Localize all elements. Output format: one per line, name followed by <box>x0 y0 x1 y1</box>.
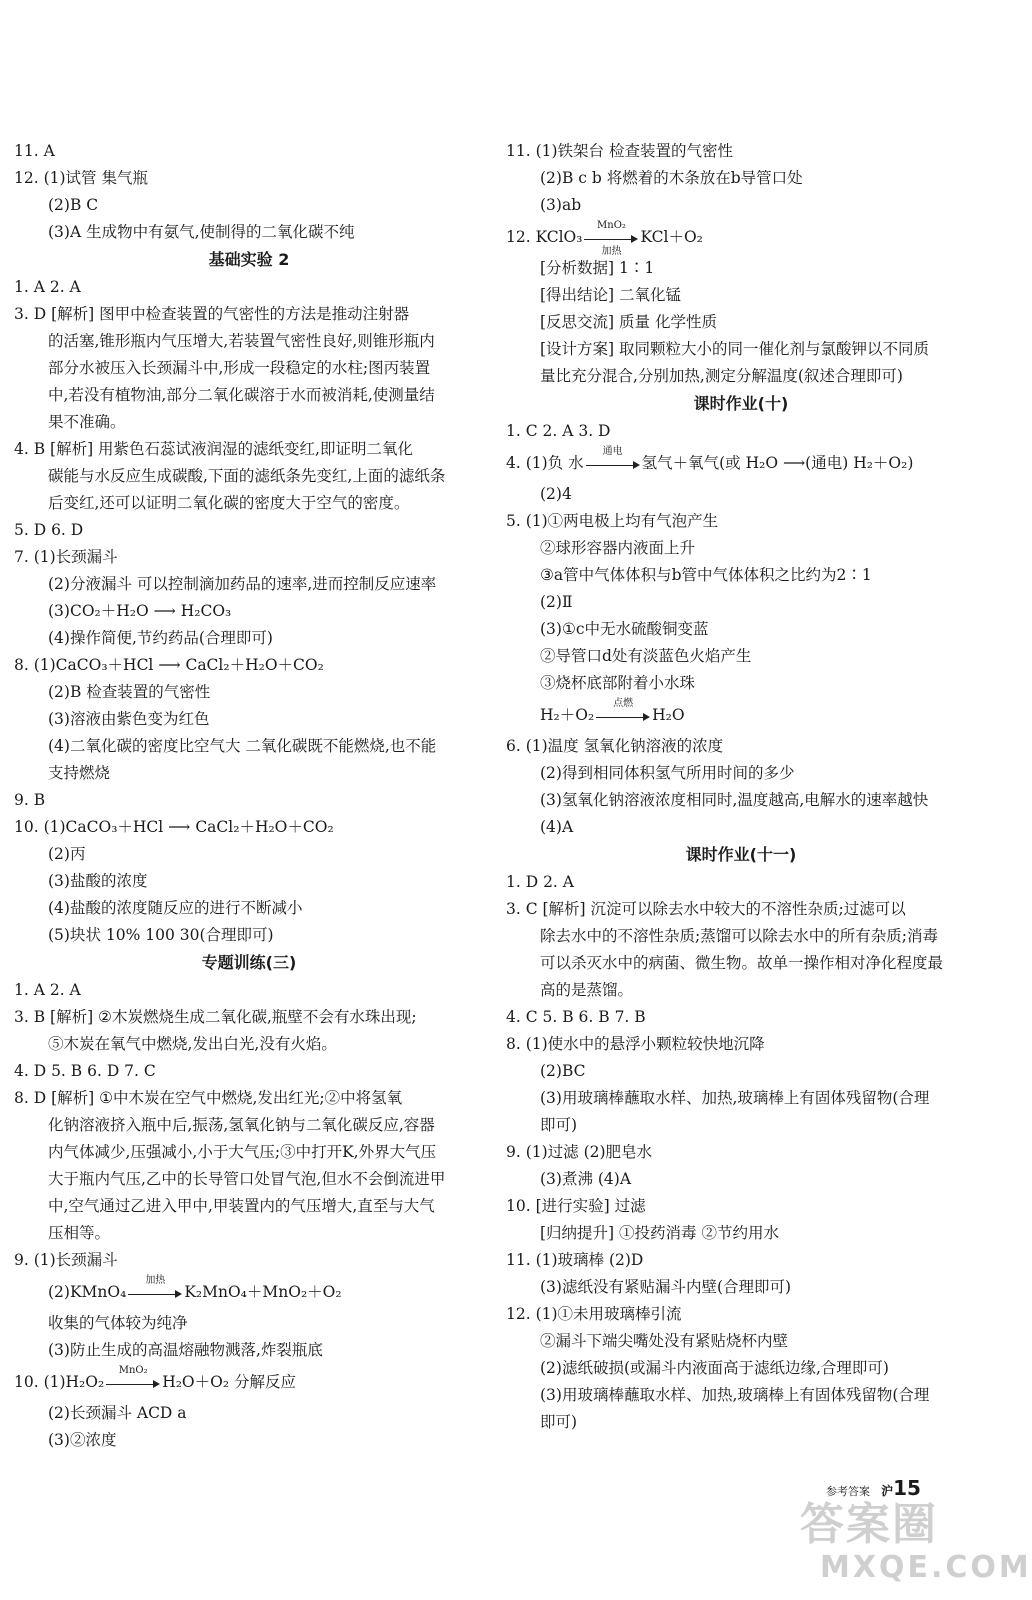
reaction-arrow <box>596 698 650 734</box>
answer-line: (3)CO₂＋H₂O ⟶ H₂CO₃ <box>48 602 232 620</box>
page-number: 15 <box>893 1476 921 1500</box>
arrow-condition-top: MnO₂ <box>597 220 626 231</box>
answer-line: 4. B [解析] 用紫色石蕊试液润湿的滤纸变红,即证明二氧化 <box>14 440 413 458</box>
answer-line: 1. D 2. A <box>506 873 574 891</box>
answer-line: 部分水被压入长颈漏斗中,形成一段稳定的水柱;图丙装置 <box>48 359 431 377</box>
answer-line: [设计方案] 取同颗粒大小的同一催化剂与氯酸钾以不同质 <box>540 340 930 358</box>
answer-line: 12. (1)①未用玻璃棒引流 <box>506 1305 682 1323</box>
answer-line: [反思交流] 质量 化学性质 <box>540 313 717 331</box>
equation-products: KCl＋O₂ <box>640 228 703 246</box>
arrow-condition-top: 通电 <box>602 446 623 457</box>
answer-line: (2)滤纸破损(或漏斗内液面高于滤纸边缘,合理即可) <box>540 1359 889 1377</box>
answer-line: 碳能与水反应生成碳酸,下面的滤纸条先变红,上面的滤纸条 <box>48 467 446 485</box>
answer-line: (3)用玻璃棒蘸取水样、加热,玻璃棒上有固体残留物(合理 <box>540 1089 930 1107</box>
answer-line: 果不准确。 <box>48 413 126 431</box>
answer-line: 可以杀灭水中的病菌、微生物。故单一操作相对净化程度最 <box>540 954 944 972</box>
section-heading: 基础实验 2 <box>208 250 290 269</box>
reaction-arrow <box>128 1275 182 1311</box>
answer-line: (3)盐酸的浓度 <box>48 872 148 890</box>
answer-line: 10. (1)CaCO₃＋HCl ⟶ CaCl₂＋H₂O＋CO₂ <box>14 818 334 836</box>
answer-line: 3. C [解析] 沉淀可以除去水中较大的不溶性杂质;过滤可以 <box>506 900 906 918</box>
answer-line: (3)A 生成物中有氨气,使制得的二氧化碳不纯 <box>48 223 355 241</box>
answer-line: 1. C 2. A 3. D <box>506 422 611 440</box>
answer-line: 11. (1)铁架台 检查装置的气密性 <box>506 142 733 160</box>
answer-line: 9. (1)长颈漏斗 <box>14 1251 118 1269</box>
answer-line: 化钠溶液挤入瓶中后,振荡,氢氧化钠与二氧化碳反应,容器 <box>48 1116 435 1134</box>
right-column <box>506 138 976 1436</box>
answer-line: (3)煮沸 (4)A <box>540 1170 632 1188</box>
answer-line: ③a管中气体体积与b管中气体体积之比约为2∶1 <box>540 566 872 584</box>
answer-line: 高的是蒸馏。 <box>540 981 634 999</box>
answer-line: (2)4 <box>540 485 572 503</box>
answer-line: 8. D [解析] ①中木炭在空气中燃烧,发出红光;②中将氢氧 <box>14 1089 403 1107</box>
answer-line: (5)块状 10% 100 30(合理即可) <box>48 926 274 944</box>
answer-line: ③烧杯底部附着小水珠 <box>540 674 696 692</box>
equation-reactants: H₂＋O₂ <box>540 706 595 724</box>
equation-line <box>14 1364 484 1400</box>
equation-reactants: (2)KMnO₄ <box>48 1283 127 1301</box>
answer-line: 11. (1)玻璃棒 (2)D <box>506 1251 644 1269</box>
equation-reactants: 4. (1)负 水 <box>506 454 584 472</box>
reaction-arrow <box>584 220 638 256</box>
answer-line: 后变红,还可以证明二氧化碳的密度大于空气的密度。 <box>48 494 410 512</box>
answer-line: 7. (1)长颈漏斗 <box>14 548 118 566</box>
answer-line: 除去水中的不溶性杂质;蒸馏可以除去水中的所有杂质;消毒 <box>540 927 938 945</box>
answer-line: (3)滤纸没有紧贴漏斗内壁(合理即可) <box>540 1278 792 1296</box>
answer-line: (3)防止生成的高温熔融物溅落,炸裂瓶底 <box>48 1341 323 1359</box>
arrow-condition-bottom: 加热 <box>601 246 622 257</box>
answer-line: 5. (1)①两电极上均有气泡产生 <box>506 512 719 530</box>
answer-line: 1. A 2. A <box>14 278 81 296</box>
answer-line: 即可) <box>540 1116 578 1134</box>
answer-line: [得出结论] 二氧化锰 <box>540 286 682 304</box>
answer-line: 8. (1)使水中的悬浮小颗粒较快地沉降 <box>506 1035 765 1053</box>
answer-line: ②漏斗下端尖嘴处没有紧贴烧杯内壁 <box>540 1332 789 1350</box>
answer-line: [分析数据] 1∶1 <box>540 259 655 277</box>
answer-line: 支持燃烧 <box>48 764 111 782</box>
answer-line: 6. (1)温度 氢氧化钠溶液的浓度 <box>506 737 724 755</box>
equation-products: 氢气＋氧气(或 H₂O ⟶(通电) H₂＋O₂) <box>641 454 914 472</box>
answer-line: (2)B 检查装置的气密性 <box>48 683 211 701</box>
equation-line <box>506 445 976 481</box>
answer-line: 内气体减少,压强减小,小于大气压;③中打开K,外界大气压 <box>48 1143 437 1161</box>
answer-line: ②导管口d处有淡蓝色火焰产生 <box>540 647 752 665</box>
answer-line: (2)长颈漏斗 ACD a <box>48 1404 187 1422</box>
answer-line: (2)B C <box>48 196 99 214</box>
watermark-logo <box>800 1499 1032 1596</box>
answer-line: 9. B <box>14 791 46 809</box>
answer-line: 11. A <box>14 142 55 160</box>
answer-line: 收集的气体较为纯净 <box>48 1314 188 1332</box>
equation-products: H₂O <box>652 706 685 724</box>
answer-line: 4. C 5. B 6. B 7. B <box>506 1008 646 1026</box>
answer-line: (4)A <box>540 818 574 836</box>
answer-line: (4)盐酸的浓度随反应的进行不断减小 <box>48 899 303 917</box>
answer-line: (2)B c b 将燃着的木条放在b导管口处 <box>540 169 803 187</box>
watermark-line1: 答案圈 <box>800 1499 938 1550</box>
section-heading: 课时作业(十一) <box>685 845 797 864</box>
answer-line: 中,若没有植物油,部分二氧化碳溶于水而被消耗,使测量结 <box>48 386 435 404</box>
section-heading: 课时作业(十) <box>693 394 789 413</box>
watermark-line2: MXQE.COM <box>820 1550 1032 1585</box>
answer-line: 9. (1)过滤 (2)肥皂水 <box>506 1143 653 1161</box>
answer-line: [归纳提升] ①投药消毒 ②节约用水 <box>540 1224 779 1242</box>
answer-line: (4)二氧化碳的密度比空气大 二氧化碳既不能燃烧,也不能 <box>48 737 437 755</box>
answer-line: (2)丙 <box>48 845 86 863</box>
answer-line: (3)氢氧化钠溶液浓度相同时,温度越高,电解水的速率越快 <box>540 791 929 809</box>
answer-line: 即可) <box>540 1413 578 1431</box>
answer-line: 10. [进行实验] 过滤 <box>506 1197 646 1215</box>
page-footer <box>826 1476 921 1500</box>
answer-line: (4)操作简便,节约药品(合理即可) <box>48 629 273 647</box>
answer-line: (2)BC <box>540 1062 586 1080</box>
section-heading: 专题训练(三) <box>201 953 297 972</box>
answer-line: 12. (1)试管 集气瓶 <box>14 169 148 187</box>
equation-line <box>506 697 976 733</box>
equation-products: H₂O＋O₂ 分解反应 <box>162 1373 296 1391</box>
arrow-condition-top: 加热 <box>145 1275 166 1286</box>
answer-line: 5. D 6. D <box>14 521 84 539</box>
equation-reactants: 12. KClO₃ <box>506 228 583 246</box>
answer-line: 量比充分混合,分别加热,测定分解温度(叙述合理即可) <box>540 367 903 385</box>
answer-line: 4. D 5. B 6. D 7. C <box>14 1062 156 1080</box>
answer-line: 的活塞,锥形瓶内气压增大,若装置气密性良好,则锥形瓶内 <box>48 332 435 350</box>
equation-line <box>14 1274 484 1310</box>
answer-line: 大于瓶内气压,乙中的长导管口处冒气泡,但水不会倒流进甲 <box>48 1170 446 1188</box>
answer-line: 8. (1)CaCO₃＋HCl ⟶ CaCl₂＋H₂O＋CO₂ <box>14 656 324 674</box>
equation-line <box>506 219 976 255</box>
answer-line: 压相等。 <box>48 1224 111 1242</box>
answer-line: (3)②浓度 <box>48 1431 117 1449</box>
answer-line: (3)①c中无水硫酸铜变蓝 <box>540 620 709 638</box>
top-margin <box>0 0 996 112</box>
arrow-condition-top: MnO₂ <box>118 1365 148 1376</box>
arrow-condition-top: 点燃 <box>613 698 634 709</box>
answer-line: ⑤木炭在氧气中燃烧,发出白光,没有火焰。 <box>48 1035 337 1053</box>
answer-line: (2)Ⅱ <box>540 593 573 611</box>
answer-line: (2)分液漏斗 可以控制滴加药品的速率,进而控制反应速率 <box>48 575 437 593</box>
answer-line: (2)得到相同体积氢气所用时间的多少 <box>540 764 795 782</box>
answer-line: 3. D [解析] 图甲中检查装置的气密性的方法是推动注射器 <box>14 305 410 323</box>
footer-label: 参考答案 <box>826 1485 870 1498</box>
answer-line: 中,空气通过乙进入甲中,甲装置内的气压增大,直至与大气 <box>48 1197 435 1215</box>
answer-line: ②球形容器内液面上升 <box>540 539 696 557</box>
footer-prefix: 沪 <box>881 1484 894 1498</box>
answer-line: (3)用玻璃棒蘸取水样、加热,玻璃棒上有固体残留物(合理 <box>540 1386 930 1404</box>
answer-line: (3)ab <box>540 196 582 214</box>
equation-products: K₂MnO₄＋MnO₂＋O₂ <box>184 1283 342 1301</box>
left-column <box>14 138 484 1454</box>
answer-line: (3)溶液由紫色变为红色 <box>48 710 210 728</box>
answer-line: 3. B [解析] ②木炭燃烧生成二氧化碳,瓶壁不会有水珠出现; <box>14 1008 417 1026</box>
equation-reactants: 10. (1)H₂O₂ <box>14 1373 105 1391</box>
answer-line: 1. A 2. A <box>14 981 81 999</box>
reaction-arrow <box>586 446 640 482</box>
reaction-arrow <box>106 1365 160 1401</box>
